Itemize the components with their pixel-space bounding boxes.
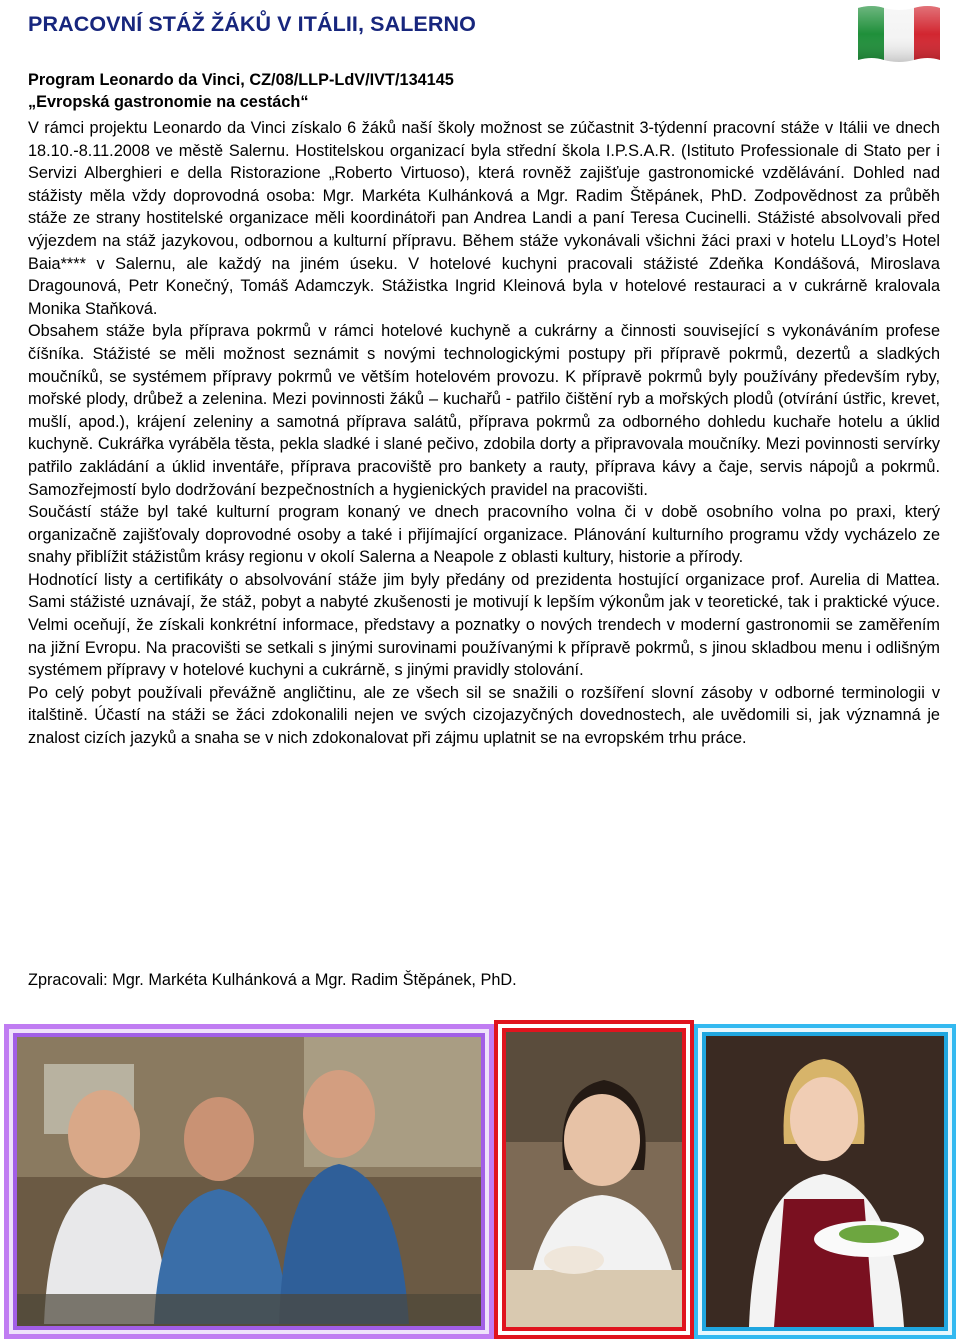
paragraph: Obsahem stáže byla příprava pokrmů v rámci hotelové kuchyně a cukrárny a činnosti související s vykonáváním profese číšníka. Stážisté se měli možnost seznámit s novými technologickými postupy při přípravě pokrmů, dezertů a sladkých moučníků, se systémem přípravy pokrmů ve větším hotelovém provozu. K přípravě pokrmů byly používány především ryby, mořské plody, drůbež a zelenina. Mezi povinnosti žáků – kuchařů - patřilo čištění ryb a mořských plodů (otvírání ústřic, krevet, mušlí, apod.), krájení zeleniny a samotná příprava salátů, příprava pokrmů za odborného dohledu kuchaře hotelu a úklid kuchyně. Cukrářka vyráběla těsta, pekla sladké i slané pečivo, zdobila dorty a připravovala moučníky. Mezi povinnosti servírky patřilo zakládání a úklid inventáře, příprava pracoviště pro bankety a rauty, příprava kávy a čaje, servis nápojů a pokrmů. Samozřejmostí bylo dodržování bezpečnostních a hygienických pravidel na pracovišti. (28, 322, 940, 499)
article-body (28, 117, 940, 750)
page-title: PRACOVNÍ STÁŽ ŽÁKŮ V ITÁLII, SALERNO (28, 12, 476, 36)
italian-flag-icon (854, 2, 944, 64)
paragraph: Hodnotící listy a certifikáty o absolvování stáže jim byly předány od prezidenta hostující organizace prof. Aurelia di Mattea. Sami stážisté uznávají, že stáž, pobyt a nabyté zkušenosti je motivují k lepším výkonům jak v teoretické, tak i praktické výuce. Velmi oceňují, že získali konkrétní informace, představy a poznatky o nových trendech v moderní gastronomii se zaměřením na jižní Evropu. Na pracovišti se setkali s jinými surovinami používanými k přípravě pokrmů, s jinou skladbou menu i odlišným systémem přípravy v hotelové kuchyni a cukrárně, s jinými pravidly stolování. (28, 570, 940, 680)
project-name: „Evropská gastronomie na cestách“ (28, 93, 309, 111)
paragraph: V rámci projektu Leonardo da Vinci získalo 6 žáků naší školy možnost se zúčastnit 3-týdenní pracovní stáže v Itálii ve dnech 18.10.-8.11.2008 ve městě Salernu. Hostitelskou organizací byla střední škola I.P.S.A.R. (Istituto Professionale di Stato per i Servizi Alberghieri e della Ristorazione „Roberto Virtuoso), která rovněž zajišťuje gastronomické vzdělávání. Dohled nad stážisty měla vždy doprovodná osoba: Mgr. Markéta Kulhánková a Mgr. Radim Štěpánek, PhD. Zodpovědnost za průběh stáže ze strany hostitelské organizace měli koordinátoři pan Andrea Landi a paní Teresa Cucinelli. Stážisté absolvovali před výjezdem na stáž jazykovou, odbornou a kulturní přípravu. Během stáže vykonávali všichni žáci praxi v hotelu LLoyd’s Hotel Baia**** v Salernu, ale každý na jiném úseku. V hotelové kuchyni pracovali stážisté Zdeňka Kondášová, Miroslava Dragounová, Petr Konečný, Tomáš Adamczyk. Stážistka Ingrid Kleinová byla v hotelové restauraci a v cukrárně kralovala Monika Staňková. (28, 119, 940, 318)
photo-pastry-girl (494, 1020, 694, 1339)
program-header (28, 69, 940, 113)
photo-waitress (694, 1024, 956, 1339)
photo-strip (0, 1020, 960, 1339)
photo-cooks-kitchen (4, 1024, 494, 1339)
paragraph: Součástí stáže byl také kulturní program konaný ve dnech pracovního volna či v době osobního volna po praxi, který organizačně zajišťovaly doprovodné osoby a také i přijímající organizace. Plánování kulturního programu vždy vycházelo ze snahy přiblížit stážistům krásy regionu v okolí Salerna a Neapole z oblasti kultury, historie a přírody. (28, 503, 940, 567)
paragraph: Po celý pobyt používali převážně angličtinu, ale ze všech sil se snažili o rozšíření slovní zásoby v odborné terminologii v italštině. Účastí na stáži se žáci zdokonalili nejen ve svých cizojazyčných dovednostech, ale uvědomili si, jak významná je znalost cizích jazyků a snaha se v nich zdokonalovat při zájmu uplatnit se na evropském trhu práce. (28, 683, 940, 748)
signature: Zpracovali: Mgr. Markéta Kulhánková a Mgr. Radim Štěpánek, PhD. (28, 971, 517, 989)
program-line: Program Leonardo da Vinci, CZ/08/LLP-LdV/IVT/134145 (28, 71, 454, 89)
